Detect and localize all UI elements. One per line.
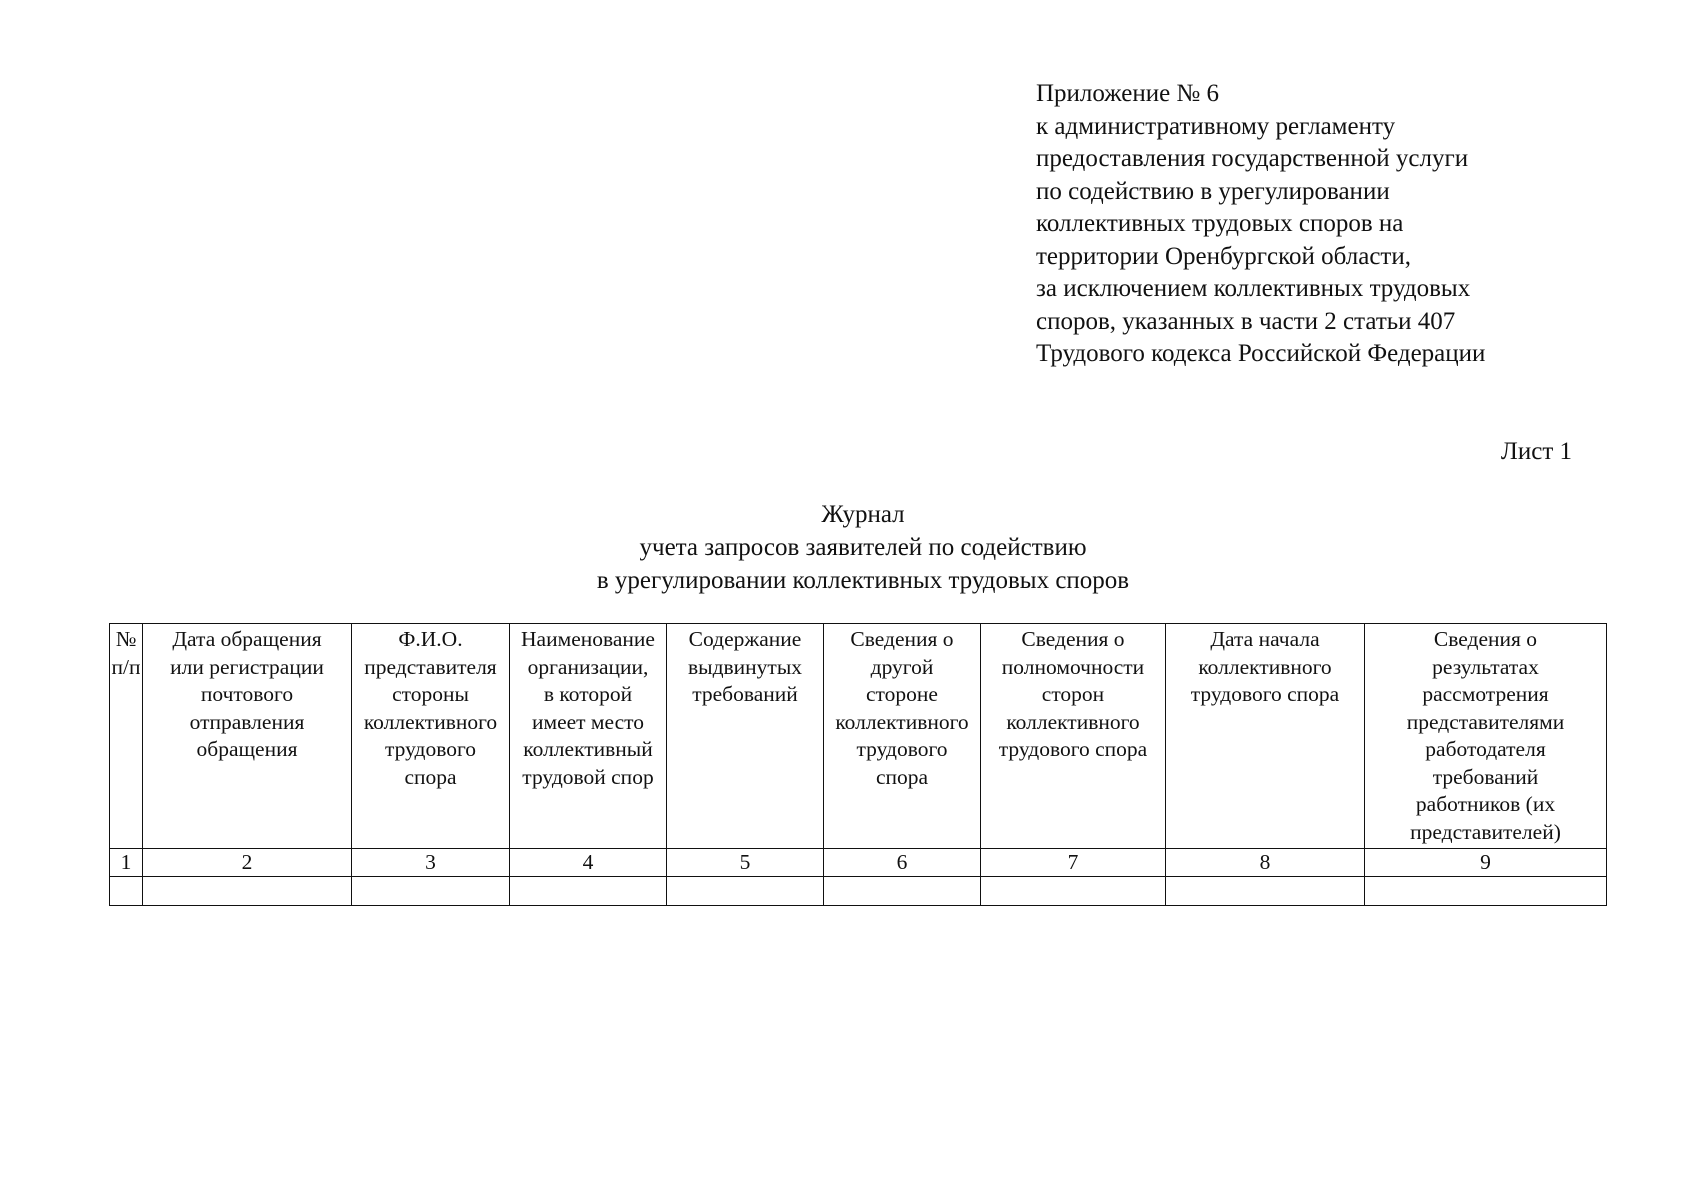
column-header: Дата начала коллективного трудового спора — [1166, 624, 1365, 849]
appendix-block — [1036, 78, 1485, 371]
column-number: 5 — [667, 849, 824, 877]
sheet-label: Лист 1 — [1500, 438, 1572, 465]
appendix-line: территории Оренбургской области, — [1036, 242, 1411, 270]
column-header: Сведения о полномочности сторон коллективного трудового спора — [981, 624, 1166, 849]
column-number: 2 — [143, 849, 352, 877]
column-number: 7 — [981, 849, 1166, 877]
appendix-line: коллективных трудовых споров на — [1036, 210, 1404, 237]
column-number-row — [110, 849, 1607, 877]
journal-title-line: Журнал — [821, 501, 905, 528]
table-cell — [667, 877, 824, 906]
table-cell — [110, 877, 143, 906]
journal-table — [109, 623, 1607, 906]
column-number: 4 — [510, 849, 667, 877]
column-number: 1 — [110, 849, 143, 877]
column-header: № п/п — [110, 624, 143, 849]
journal-title-line: в урегулировании коллективных трудовых споров — [596, 567, 1130, 594]
table-cell — [1166, 877, 1365, 906]
appendix-line: Трудового кодекса Российской Федерации — [1036, 340, 1486, 367]
appendix-line: предоставления государственной услуги — [1036, 145, 1469, 172]
appendix-line: Приложение № 6 — [1036, 80, 1220, 107]
table-row — [110, 877, 1607, 906]
journal-title-line: учета запросов заявителей по содействию — [639, 534, 1087, 561]
column-header: Ф.И.О. представителя стороны коллективного трудового спора — [352, 624, 510, 849]
column-number: 6 — [824, 849, 981, 877]
table-cell — [824, 877, 981, 906]
column-header: Дата обращения или регистрации почтового отправления обращения — [143, 624, 352, 849]
table-cell — [981, 877, 1166, 906]
table-cell — [352, 877, 510, 906]
appendix-line: споров, указанных в части 2 статьи 407 — [1036, 307, 1456, 335]
column-number: 8 — [1166, 849, 1365, 877]
column-number: 9 — [1365, 849, 1607, 877]
column-header: Содержание выдвинутых требований — [667, 624, 824, 849]
column-header: Сведения о другой стороне коллективного трудового спора — [824, 624, 981, 849]
appendix-line: за исключением коллективных трудовых — [1036, 275, 1471, 302]
table-cell — [143, 877, 352, 906]
column-header: Сведения о результатах рассмотрения представителями работодателя требований работников (их представителей) — [1365, 624, 1607, 849]
column-header: Наименование организации, в которой имеет место коллективный трудовой спор — [510, 624, 667, 849]
table-header-row — [110, 624, 1607, 849]
table-cell — [510, 877, 667, 906]
appendix-line: к административному регламенту — [1036, 112, 1396, 140]
column-number: 3 — [352, 849, 510, 877]
appendix-line: по содействию в урегулировании — [1036, 177, 1390, 205]
journal-title — [0, 498, 1696, 597]
table-cell — [1365, 877, 1607, 906]
